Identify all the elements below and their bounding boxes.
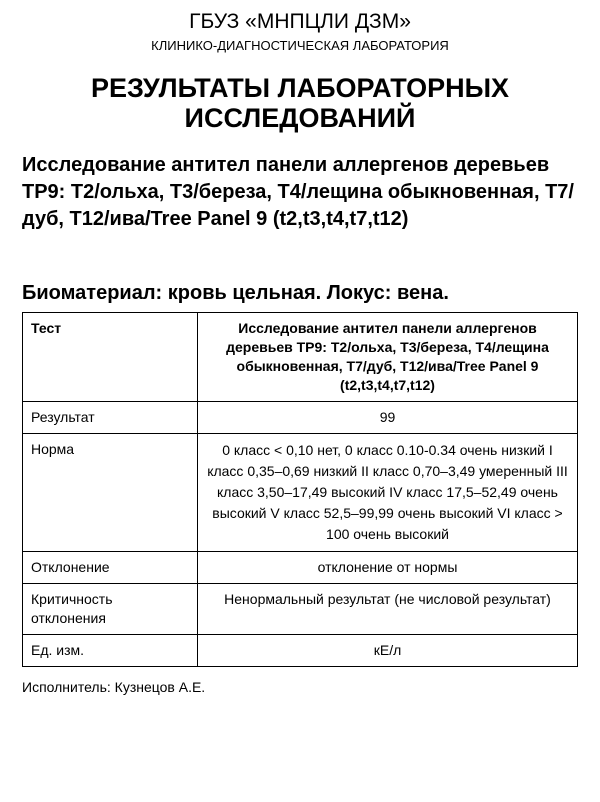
- deviation-value: отклонение от нормы: [198, 552, 578, 584]
- table-row-norm: [23, 434, 578, 552]
- results-table: [22, 312, 578, 667]
- page-title-line-2: ИССЛЕДОВАНИЙ: [184, 103, 416, 133]
- table-row-criticality: [23, 584, 578, 635]
- result-label: Результат: [23, 402, 198, 434]
- criticality-value: Ненормальный результат (не числовой результат): [198, 584, 578, 635]
- executor-info: Исполнитель: Кузнецов А.Е.: [22, 679, 206, 695]
- unit-value: кЕ/л: [198, 635, 578, 667]
- deviation-label: Отклонение: [23, 552, 198, 584]
- norm-label: Норма: [23, 434, 198, 552]
- test-label: Тест: [23, 313, 198, 402]
- norm-value: 0 класс < 0,10 нет, 0 класс 0.10-0.34 очень низкий I класс 0,35–0,69 низкий II класс 0,70–3,49 умеренный III класс 3,50–17,49 высокий IV класс 17,5–52,49 очень высокий V класс 52,5–99,99 очень высокий VI класс > 100 очень высокий: [198, 434, 578, 552]
- criticality-label: Критичность отклонения: [23, 584, 198, 635]
- table-row-unit: [23, 635, 578, 667]
- biomaterial-info: Биоматериал: кровь цельная. Локус: вена.: [22, 282, 449, 304]
- laboratory-name: КЛИНИКО-ДИАГНОСТИЧЕСКАЯ ЛАБОРАТОРИЯ: [151, 38, 449, 53]
- result-value: 99: [198, 402, 578, 434]
- unit-label: Ед. изм.: [23, 635, 198, 667]
- table-row-deviation: [23, 552, 578, 584]
- organization-name: ГБУЗ «МНПЦЛИ ДЗМ»: [189, 10, 411, 33]
- table-row-result: [23, 402, 578, 434]
- page-title-line-1: РЕЗУЛЬТАТЫ ЛАБОРАТОРНЫХ: [90, 73, 510, 103]
- test-value: Исследование антител панели аллергенов деревьев TP9: T2/ольха, T3/береза, T4/лещина обыкновенная, T7/дуб, T12/ива/Tree Panel 9 (t2,t3,t4,t7,t12): [198, 313, 578, 402]
- table-row-test: [23, 313, 578, 402]
- study-name: Исследование антител панели аллергенов деревьев TP9: T2/ольха, T3/береза, T4/лещина обыкновенная, T7/дуб, T12/ива/Tree Panel 9 (t2,t3,t4,t7,t12): [22, 154, 574, 230]
- page-title: [0, 73, 600, 133]
